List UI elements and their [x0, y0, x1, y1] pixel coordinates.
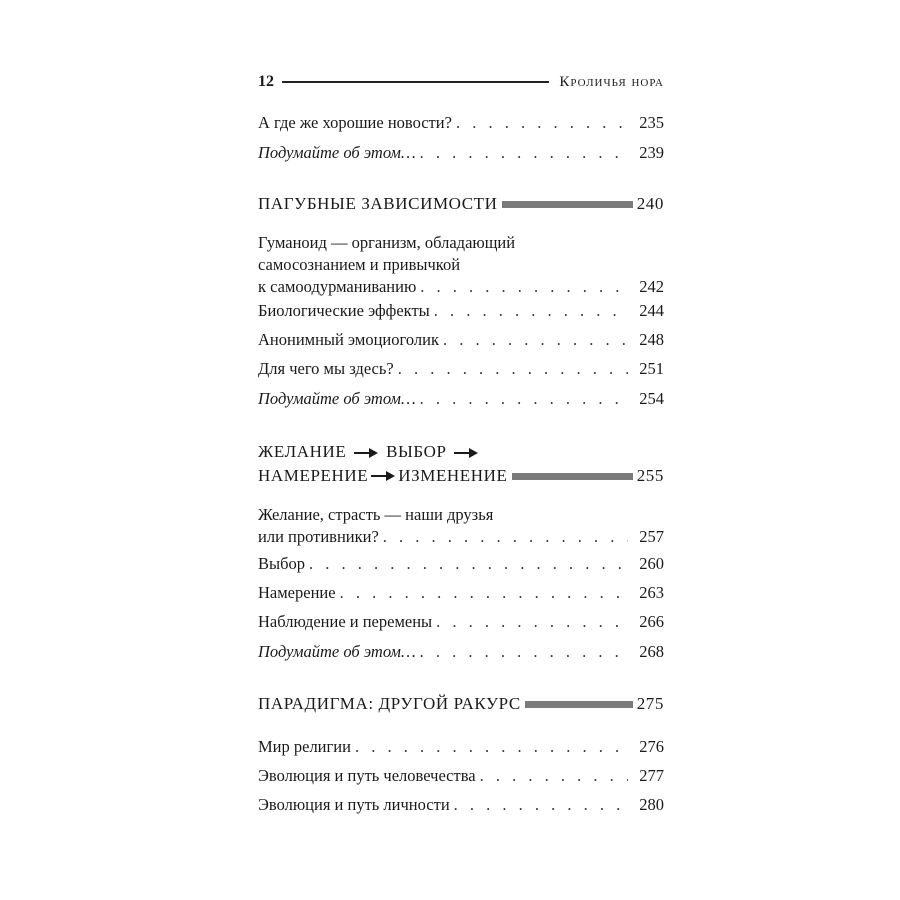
dot-leader — [309, 553, 628, 575]
toc-entry-page: 277 — [639, 766, 664, 785]
toc-entry-page: 248 — [639, 330, 664, 349]
toc-entry-title-line: Желание, страсть — наши друзья — [258, 505, 494, 524]
running-header — [258, 70, 664, 94]
toc-section-heading — [258, 192, 664, 216]
toc-entry-title: Биологические эффекты — [258, 301, 430, 320]
dot-leader — [420, 388, 628, 410]
dot-leader — [436, 611, 628, 633]
section-title: ПАГУБНЫЕ ЗАВИСИМОСТИ — [258, 194, 498, 213]
toc-entry-title: Наблюдение и перемены — [258, 612, 433, 631]
toc-entry — [258, 765, 664, 787]
dot-leader — [340, 582, 628, 604]
toc-entry-page: 257 — [639, 527, 664, 546]
toc-entry-title: Выбор — [258, 554, 305, 573]
toc-entry — [258, 641, 664, 663]
toc-entry-title: Анонимный эмоциоголик — [258, 330, 439, 349]
toc-entry-title: Эволюция и путь личности — [258, 795, 450, 814]
toc-entry — [258, 388, 664, 410]
toc-entry — [258, 112, 664, 134]
section-page: 255 — [636, 466, 664, 485]
toc-entry-page: 235 — [639, 113, 664, 132]
section-bar — [502, 201, 633, 208]
section-page: 275 — [636, 694, 664, 713]
toc-entry-page: 266 — [639, 612, 664, 631]
toc-entry — [258, 300, 664, 322]
arrow-right-icon — [353, 447, 379, 459]
toc-entry-page: 251 — [639, 359, 664, 378]
toc-entry-page: 239 — [639, 143, 664, 162]
toc-entry-title: Мир религии — [258, 737, 351, 756]
toc-entry-title: Намерение — [258, 583, 336, 602]
dot-leader — [480, 765, 628, 787]
toc-entry-title-line: самосознанием и привычкой — [258, 255, 461, 274]
toc-entry-page: 244 — [639, 301, 664, 320]
section-bar — [512, 473, 633, 480]
toc-entry-page: 280 — [639, 795, 664, 814]
dot-leader — [456, 112, 628, 134]
toc-entry — [258, 329, 664, 351]
dot-leader — [420, 276, 628, 298]
toc-entry — [258, 736, 664, 758]
toc-entry — [258, 553, 664, 575]
toc-section-heading — [258, 440, 664, 488]
section-page: 240 — [636, 194, 664, 213]
toc-entry — [258, 611, 664, 633]
toc-entry — [258, 142, 664, 164]
dot-leader — [420, 641, 628, 663]
toc-entry-title: Подумайте об этом… — [258, 389, 416, 408]
dot-leader — [434, 300, 628, 322]
arrow-right-icon — [370, 470, 396, 482]
dot-leader — [443, 329, 628, 351]
toc-entry-title: Подумайте об этом… — [258, 143, 416, 162]
toc-entry — [258, 582, 664, 604]
section-bar — [525, 701, 633, 708]
toc-entry-title-line: или противники? — [258, 527, 379, 546]
toc-entry-page: 260 — [639, 554, 664, 573]
toc-entry-title: Для чего мы здесь? — [258, 359, 394, 378]
toc-entry-title-line: к самоодурманиванию — [258, 277, 417, 296]
section-title-word: ВЫБОР — [386, 442, 447, 461]
toc-entry — [258, 794, 664, 816]
dot-leader — [355, 736, 628, 758]
toc-entry-multiline — [258, 504, 664, 548]
toc-entry-page: 242 — [639, 277, 664, 296]
toc-entry-multiline — [258, 232, 664, 298]
toc-entry-title: Подумайте об этом… — [258, 642, 416, 661]
section-title: ПАРАДИГМА: ДРУГОЙ РАКУРС — [258, 694, 521, 713]
toc-entry-title-line: Гуманоид — организм, обладающий — [258, 233, 516, 252]
running-title: Кроличья нора — [559, 73, 664, 90]
section-title-word: НАМЕРЕНИЕ — [258, 466, 369, 485]
header-rule — [282, 81, 549, 83]
arrow-right-icon — [453, 447, 479, 459]
toc-entry-title: А где же хорошие новости? — [258, 113, 452, 132]
toc-entry-page: 268 — [639, 642, 664, 661]
dot-leader — [398, 358, 628, 380]
dot-leader — [454, 794, 628, 816]
dot-leader — [383, 526, 628, 548]
page-number: 12 — [258, 73, 274, 90]
section-title-word: ЖЕЛАНИЕ — [258, 442, 347, 461]
toc-entry-page: 263 — [639, 583, 664, 602]
dot-leader — [420, 142, 628, 164]
toc-entry-page: 254 — [639, 389, 664, 408]
toc-entry-page: 276 — [639, 737, 664, 756]
toc-entry — [258, 358, 664, 380]
toc-entry-title: Эволюция и путь человечества — [258, 766, 476, 785]
section-title-word: ИЗМЕНЕНИЕ — [398, 466, 508, 485]
toc-section-heading — [258, 692, 664, 716]
